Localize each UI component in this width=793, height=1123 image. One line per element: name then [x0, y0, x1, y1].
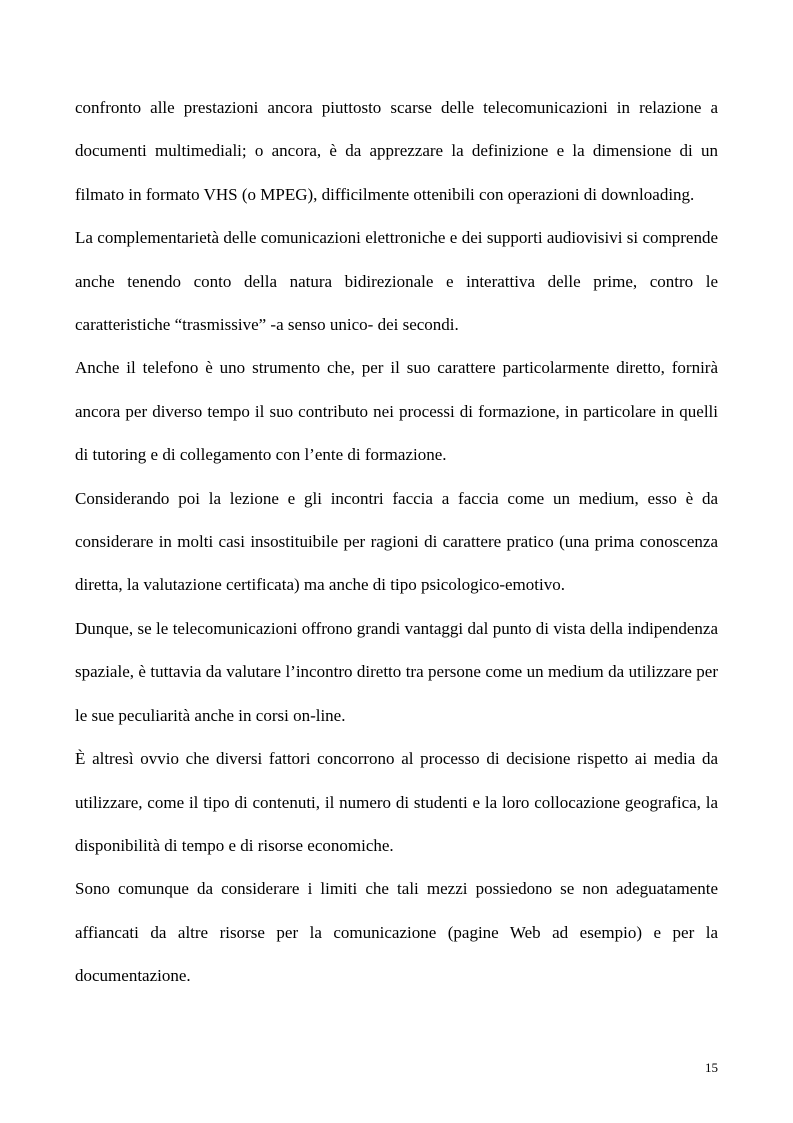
- paragraph-3: Anche il telefono è uno strumento che, per il suo carattere particolarmente diretto, fornirà ancora per diverso tempo il suo contributo nei processi di formazione, in particolare in quelli di tutoring e di collegamento con l’ente di formazione.: [75, 358, 718, 465]
- paragraph-4: Considerando poi la lezione e gli incontri faccia a faccia come un medium, esso è da considerare in molti casi insostituibile per ragioni di carattere pratico (una prima conoscenza diretta, la valutazione certificata) ma anche di tipo psicologico-emotivo.: [75, 488, 718, 595]
- paragraph-5: Dunque, se le telecomunicazioni offrono grandi vantaggi dal punto di vista della indipendenza spaziale, è tuttavia da valutare l’incontro diretto tra persone come un medium da utilizzare per le sue peculiarità anche in corsi on-line.: [75, 618, 718, 725]
- paragraph-2: La complementarietà delle comunicazioni elettroniche e dei supporti audiovisivi si comprende anche tenendo conto della natura bidirezionale e interattiva delle prime, contro le caratteristiche “trasmissive” -a senso unico- dei secondi.: [75, 228, 718, 335]
- page-number: 15: [705, 1060, 718, 1075]
- paragraph-1: confronto alle prestazioni ancora piuttosto scarse delle telecomunicazioni in relazione a documenti multimediali; o ancora, è da apprezzare la definizione e la dimensione di un filmato in formato VHS (o MPEG), difficilmente ottenibili con operazioni di downloading.: [75, 98, 718, 204]
- paragraph-6: È altresì ovvio che diversi fattori concorrono al processo di decisione rispetto ai media da utilizzare, come il tipo di contenuti, il numero di studenti e la loro collocazione geografica, la disponibilità di tempo e di risorse economiche.: [75, 749, 718, 855]
- body-text: [75, 86, 718, 998]
- paragraph-7: Sono comunque da considerare i limiti che tali mezzi possiedono se non adeguatamente affiancati da altre risorse per la comunicazione (pagine Web ad esempio) e per la documentazione.: [75, 879, 718, 986]
